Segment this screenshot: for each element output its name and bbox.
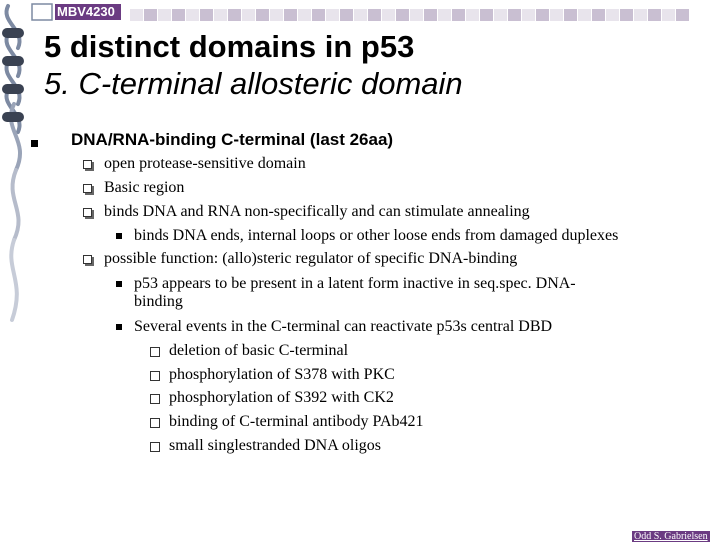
title-line-1: 5 distinct domains in p53 [44,29,415,64]
tape-cell [158,9,171,21]
tape-cell [662,9,675,21]
main-bullet-text: DNA/RNA-binding C-terminal (last 26aa) [71,130,394,149]
tape-cell [368,9,381,21]
tape-cell [550,9,563,21]
hollow-square-bullet-icon [150,347,160,357]
square-bullet-icon [116,233,122,239]
tape-cell [536,9,549,21]
tape-cell [340,9,353,21]
list-item: p53 appears to be present in a latent form inactive in seq.spec. DNA- [134,275,576,292]
list-item: possible function: (allo)steric regulator of specific DNA-binding [104,250,518,267]
tape-cell [564,9,577,21]
tape-cell [396,9,409,21]
tape-cell [452,9,465,21]
tape-cell [634,9,647,21]
tape-cell [270,9,283,21]
tape-cell [186,9,199,21]
tape-cell [522,9,535,21]
tape-cell [480,9,493,21]
tape-cell [312,9,325,21]
list-item: phosphorylation of S392 with CK2 [169,389,394,406]
tape-cell [228,9,241,21]
tape-cell [200,9,213,21]
hollow-square-bullet-icon [150,442,160,452]
checkbox-bullet-icon [83,184,92,193]
hollow-square-bullet-icon [150,371,160,381]
tape-cell [578,9,591,21]
tape-cell [466,9,479,21]
tape-cell [382,9,395,21]
checkbox-bullet-icon [83,208,92,217]
hollow-square-bullet-icon [150,394,160,404]
tape-cell [676,9,689,21]
list-item: binds DNA and RNA non-specifically and can stimulate annealing [104,203,530,220]
course-code-tag: MBV4230 [55,4,121,20]
list-item: Several events in the C-terminal can reactivate p53s central DBD [134,318,553,335]
slide-title [44,28,704,102]
square-bullet-icon [31,140,38,147]
tape-cell [424,9,437,21]
tape-cell [298,9,311,21]
tape-cell [648,9,661,21]
tape-cell [620,9,633,21]
tape-cell [242,9,255,21]
tape-cell [144,9,157,21]
tape-cell [214,9,227,21]
list-item: deletion of basic C-terminal [169,342,349,359]
square-bullet-icon [116,281,122,287]
tape-cell [592,9,605,21]
tape-cell [494,9,507,21]
tape-cell [172,9,185,21]
ruler-tape [30,8,710,22]
checkbox-bullet-icon [83,255,92,264]
tape-cell [438,9,451,21]
tape-cell [256,9,269,21]
author-footer: Odd S. Gabrielsen [634,531,708,542]
list-item: binding of C-terminal antibody PAb421 [169,413,424,430]
tape-cell [284,9,297,21]
hollow-square-bullet-icon [150,418,160,428]
list-item: binds DNA ends, internal loops or other loose ends from damaged duplexes [134,227,619,244]
list-item-continuation: binding [134,293,183,310]
square-bullet-icon [116,324,122,330]
list-item: open protease-sensitive domain [104,155,306,172]
tape-cell [606,9,619,21]
list-item: Basic region [104,179,185,196]
spiral-binding-icon [6,6,20,320]
list-item: phosphorylation of S378 with PKC [169,366,395,383]
tape-cell [326,9,339,21]
title-line-2: 5. C-terminal allosteric domain [44,66,463,101]
tape-cell [354,9,367,21]
checkbox-bullet-icon [83,160,92,169]
tape-cell [508,9,521,21]
tape-cell [410,9,423,21]
tape-end-icon [32,4,52,20]
tape-cell [130,9,143,21]
list-item: small singlestranded DNA oligos [169,437,381,454]
